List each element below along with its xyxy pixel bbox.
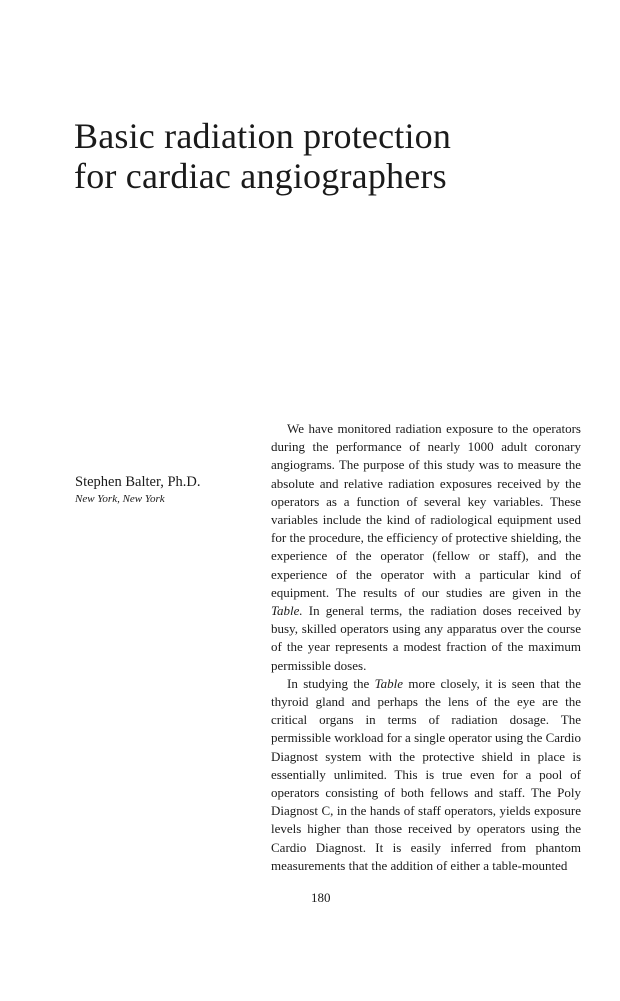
title-line-1: Basic radiation protection [74,116,452,156]
title-line-2: for cardiac angiographers [74,156,447,196]
body-paragraph-1 [271,420,581,675]
paragraph-1-text-a: We have monitored radiation exposure to the operators during the performance of nearly 1000 adult coronary angiograms. The purpose of this study was to measure the absolute and relative radiation exposures received by the operators as a function of several key variables. These variables include the kind of radiological equipment used for the procedure, the efficiency of protective shielding, the experience of the operator (fellow or staff), and the experience of the operator with a particular kind of equipment. The results of our studies are given in the [271,421,581,600]
table-reference: Table. [271,603,303,619]
paragraph-2-text-a: In studying the [287,675,375,691]
page-number: 180 [311,890,331,905]
table-reference: Table [374,675,404,691]
article-body [271,420,581,875]
author-location: New York, New York [75,493,165,505]
paragraph-2-text-b: more closely, it is seen that the thyroid gland and perhaps the lens of the eye are the critical organs in terms of radiation dosage. The permissible workload for a single operator using the Cardio Diagnost system with the protective shield in place is essentially unlimited. This is true even for a pool of operators consisting of both fellows and staff. The Poly Diagnost C, in the hands of staff operators, yields exposure levels higher than those received by operators using the Cardio Diagnost. It is easily inferred from phantom measurements that the addition of either a table-mounted [271,675,581,873]
paragraph-1-text-b: In general terms, the radiation doses received by busy, skilled operators using any apparatus over the course of the year represents a modest fraction of the maximum permissible doses. [271,603,581,673]
body-paragraph-2 [271,675,581,875]
author-name: Stephen Balter, Ph.D. [75,474,201,490]
article-title [74,116,451,196]
